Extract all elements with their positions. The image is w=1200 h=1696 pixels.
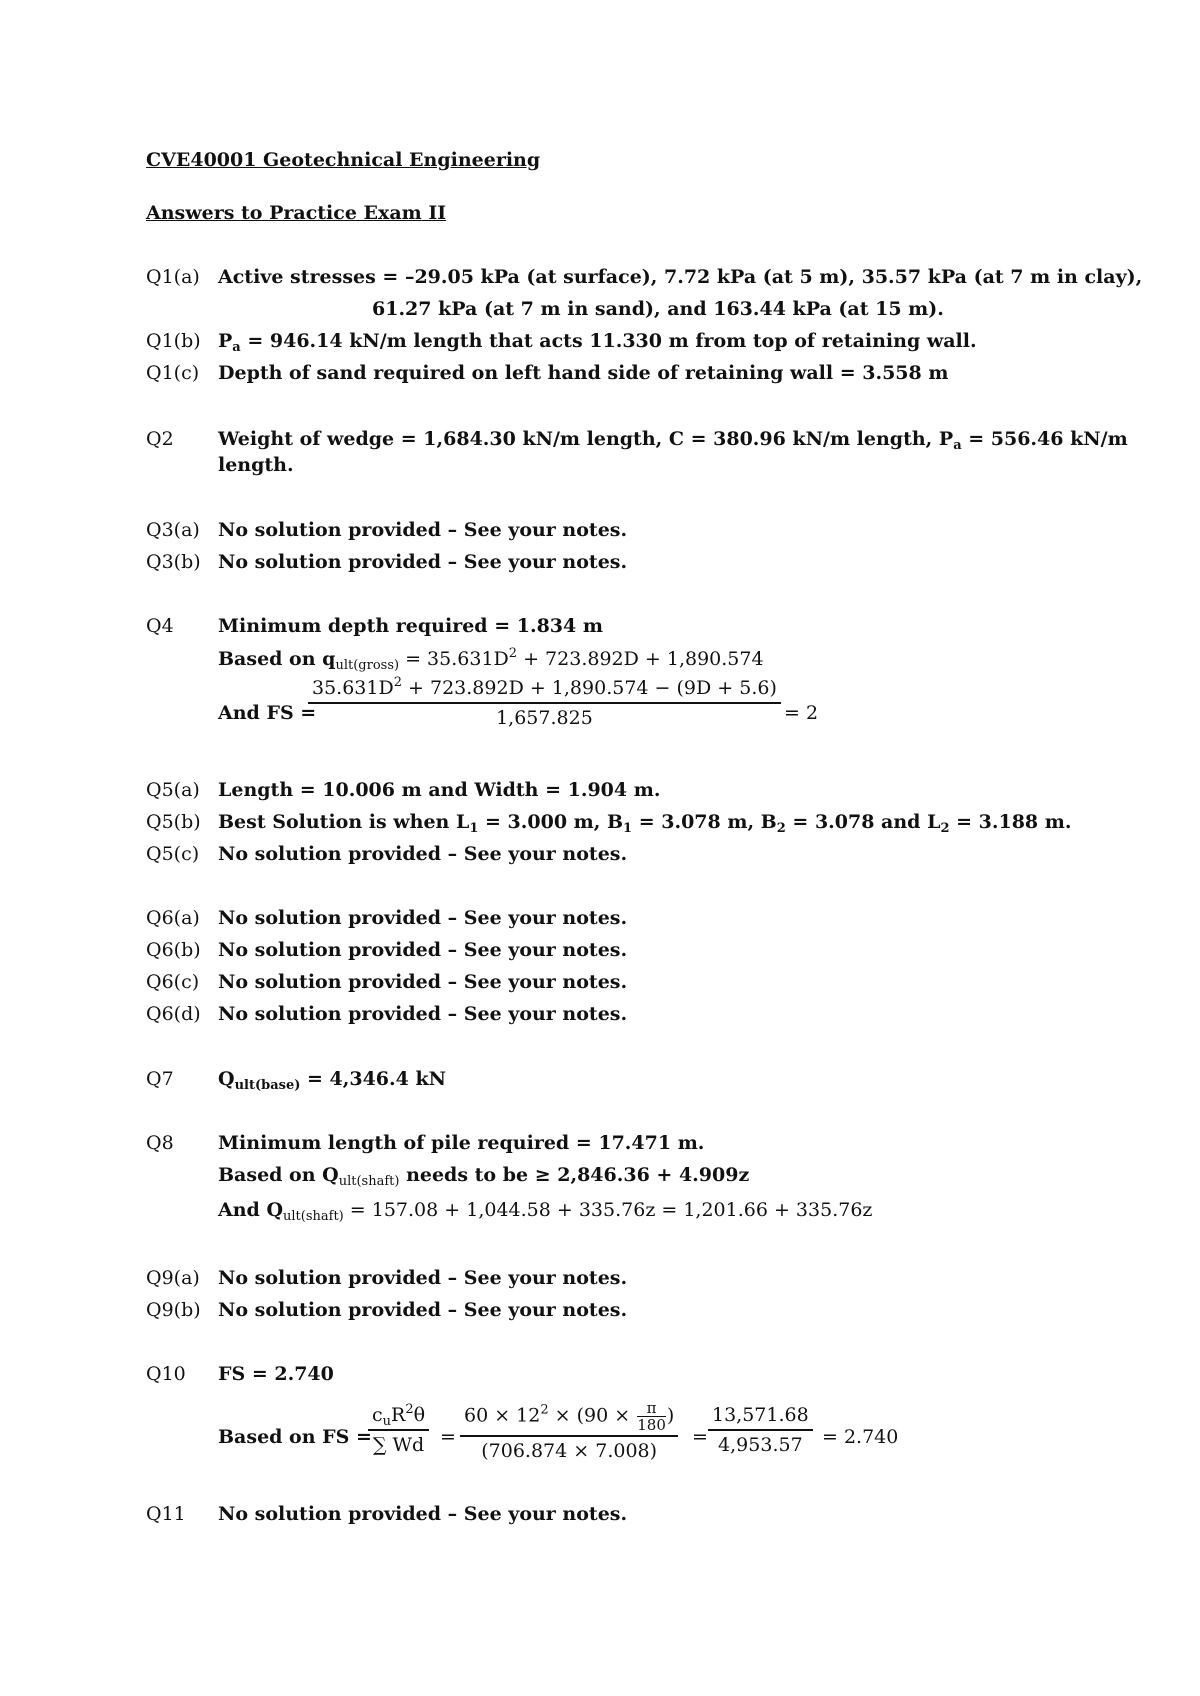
q10-equals-2: = — [692, 1426, 708, 1448]
q4-fraction-denominator: 1,657.825 — [308, 702, 781, 730]
q10-fraction-2-numerator: $60 \times 12^2 \times (90$ × $\frac{\pi}{180}$ ) — [464, 1399, 675, 1434]
q1a-label: Q1(a) — [146, 266, 200, 288]
q5c-label: Q5(c) — [146, 843, 200, 865]
q11-label: Q11 — [146, 1503, 186, 1525]
q10-fraction-1-numerator: $c_uR^2\theta$ — [372, 1402, 426, 1429]
q5a-label: Q5(a) — [146, 779, 200, 801]
q3a-answer: No solution provided – See your notes. — [218, 519, 628, 541]
q3b-answer: No solution provided – See your notes. — [218, 551, 628, 573]
document-subtitle: Answers to Practice Exam II — [146, 202, 447, 224]
q4-and-fs: And FS = — [218, 702, 317, 724]
q7-answer: $Q_{ult(base)} = 4,346.4$ kN — [218, 1068, 447, 1093]
q6a-answer: No solution provided – See your notes. — [218, 907, 628, 929]
q6c-label: Q6(c) — [146, 971, 200, 993]
q10-based-on-fs: Based on FS = — [218, 1426, 372, 1448]
q3a-label: Q3(a) — [146, 519, 200, 541]
q10-fraction-1 — [368, 1403, 429, 1457]
q5a-answer: Length = 10.006 m and Width = 1.904 m. — [218, 779, 661, 801]
q6c-answer: No solution provided – See your notes. — [218, 971, 628, 993]
q5b-label: Q5(b) — [146, 811, 201, 833]
q4-fs-result: = 2 — [784, 702, 819, 724]
q4-label: Q4 — [146, 615, 174, 637]
q11-answer: No solution provided – See your notes. — [218, 1503, 628, 1525]
q6b-answer: No solution provided – See your notes. — [218, 939, 628, 961]
q1a-answer-line2: 61.27 kPa (at 7 m in sand), and 163.44 kPa (at 15 m). — [372, 298, 944, 320]
q8-answer-line2: Based on $Q_{ult(shaft)}$ needs to be ≥ 2,846.36 + 4.909z — [218, 1164, 750, 1189]
q2-answer-line1: Weight of wedge = 1,684.30 kN/m length, C = 380.96 kN/m length, $P_a = 556.46$ kN/m — [218, 428, 1128, 453]
q1a-answer-line1: Active stresses = –29.05 kPa (at surface), 7.72 kPa (at 5 m), 35.57 kPa (at 7 m in clay), — [218, 266, 1143, 288]
q6d-label: Q6(d) — [146, 1003, 201, 1025]
q6b-label: Q6(b) — [146, 939, 201, 961]
q10-pi-over-180: $\frac{\pi}{180}$ — [637, 1399, 666, 1434]
q10-answer-line1: FS = 2.740 — [218, 1363, 334, 1385]
q7-label: Q7 — [146, 1068, 174, 1090]
q10-fraction-2-denominator: (706.874 × 7.008) — [460, 1435, 678, 1463]
q9b-label: Q9(b) — [146, 1299, 201, 1321]
q5c-answer: No solution provided – See your notes. — [218, 843, 628, 865]
q1c-label: Q1(c) — [146, 362, 200, 384]
q10-equals-1: = — [440, 1426, 456, 1448]
q8-label: Q8 — [146, 1132, 174, 1154]
q4-fraction-numerator: $35.631D^2 + 723.892D + 1,890.574 - (9D + 5.6)$ — [312, 675, 777, 699]
q10-fraction-3-numerator: 13,571.68 — [712, 1404, 809, 1426]
q4-based-on-equation: Based on $q_{ult(gross)} = 35.631D^2 + 723.892D + 1,890.574$ — [218, 646, 764, 673]
q10-label: Q10 — [146, 1363, 186, 1385]
q6a-label: Q6(a) — [146, 907, 200, 929]
q2-label: Q2 — [146, 428, 174, 450]
q1c-answer: Depth of sand required on left hand side of retaining wall = 3.558 m — [218, 362, 949, 384]
q10-result: = 2.740 — [822, 1426, 899, 1448]
q10-fraction-1-denominator: ∑ Wd — [368, 1429, 429, 1457]
q4-fs-fraction — [308, 676, 781, 730]
q8-answer-line1: Minimum length of pile required = 17.471 m. — [218, 1132, 705, 1154]
q3b-label: Q3(b) — [146, 551, 201, 573]
q2-answer-line2: length. — [218, 454, 294, 476]
q10-fraction-3 — [708, 1403, 813, 1457]
q6d-answer: No solution provided – See your notes. — [218, 1003, 628, 1025]
q10-fraction-3-denominator: 4,953.57 — [708, 1429, 813, 1457]
q8-answer-line3: And $Q_{ult(shaft)} = 157.08 + 1,044.58 + 335.76z = 1,201.66 + 335.76z$ — [218, 1199, 873, 1224]
q1b-answer: $P_a = 946.14$ kN/m length that acts 11.330 m from top of retaining wall. — [218, 330, 977, 355]
q10-fraction-2 — [460, 1394, 678, 1463]
q9a-answer: No solution provided – See your notes. — [218, 1267, 628, 1289]
q9a-label: Q9(a) — [146, 1267, 200, 1289]
course-title: CVE40001 Geotechnical Engineering — [146, 149, 541, 171]
q4-answer-line1: Minimum depth required = 1.834 m — [218, 615, 603, 637]
q9b-answer: No solution provided – See your notes. — [218, 1299, 628, 1321]
q1b-label: Q1(b) — [146, 330, 201, 352]
q5b-answer: Best Solution is when $L_1 = 3.000$ m, $B_1 = 3.078$ m, $B_2 = 3.078$ and $L_2 = 3.188$ m. — [218, 811, 1072, 836]
